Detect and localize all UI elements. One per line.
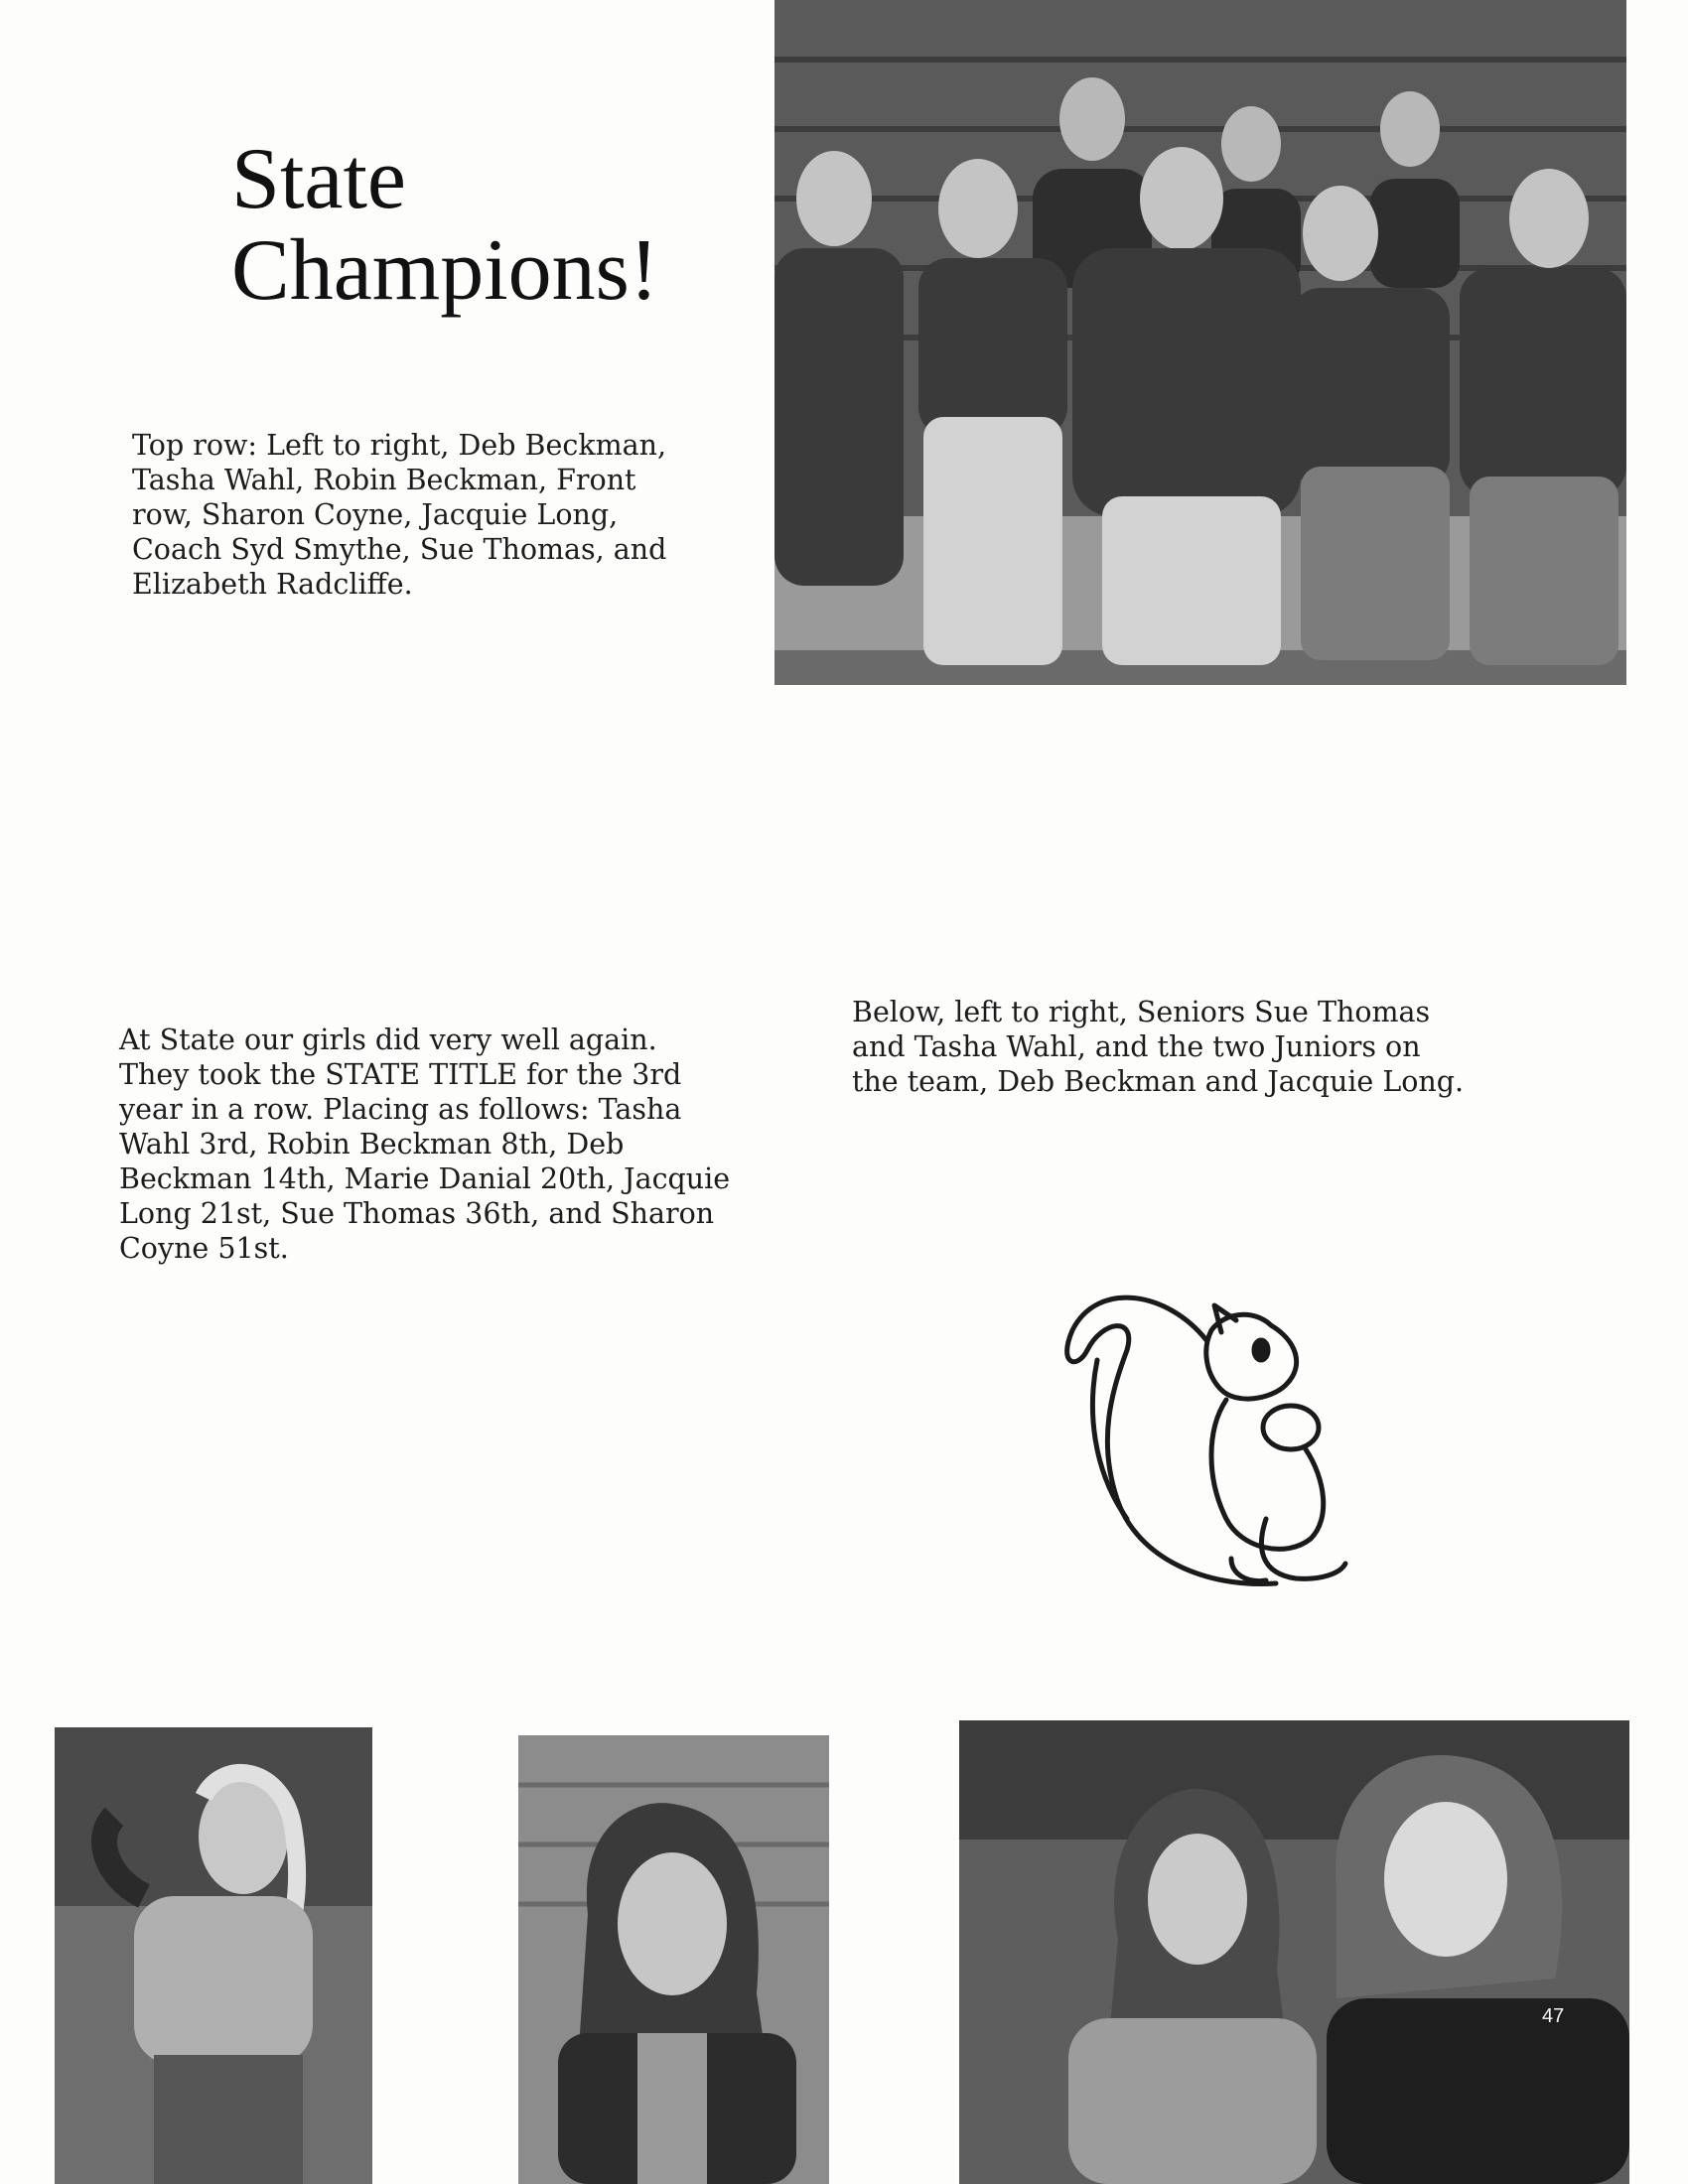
below-photos-caption: Below, left to right, Seniors Sue Thomas and Tasha Wahl, and the two Juniors on the team, Deb Beckman and Jacquie Long. bbox=[852, 996, 1465, 1098]
page-title-line-1: State bbox=[231, 131, 406, 227]
state-results-paragraph: At State our girls did very well again. They took the STATE TITLE for the 3rd year in a row. Placing as follows: Tasha Wahl 3rd, Robin Beckman 8th, Deb Beckman 14th, Marie Danial 20th, Jacquie Long 21st, Sue Thomas 36th, and Sharon Coyne 51st. bbox=[119, 1024, 731, 1265]
team-photo-image bbox=[774, 0, 1626, 685]
photo-students-3-and-4-image bbox=[959, 1720, 1629, 2184]
team-photo-caption: Top row: Left to right, Deb Beckman, Tasha Wahl, Robin Beckman, Front row, Sharon Coyne, Jacquie Long, Coach Syd Smythe, Sue Thomas, and Elizabeth Radcliffe. bbox=[132, 429, 667, 601]
page-title bbox=[231, 131, 659, 319]
photo-student-1-image bbox=[55, 1727, 372, 2184]
photo-student-1 bbox=[55, 1727, 372, 2184]
squirrel-mascot-icon bbox=[1057, 1271, 1375, 1608]
page-title-line-2: Champions! bbox=[231, 222, 659, 319]
photo-student-2 bbox=[518, 1735, 829, 2184]
team-photo bbox=[774, 0, 1626, 685]
photo-students-3-and-4 bbox=[959, 1720, 1629, 2184]
photo-student-2-image bbox=[518, 1735, 829, 2184]
page-number: 47 bbox=[1542, 2005, 1565, 2027]
